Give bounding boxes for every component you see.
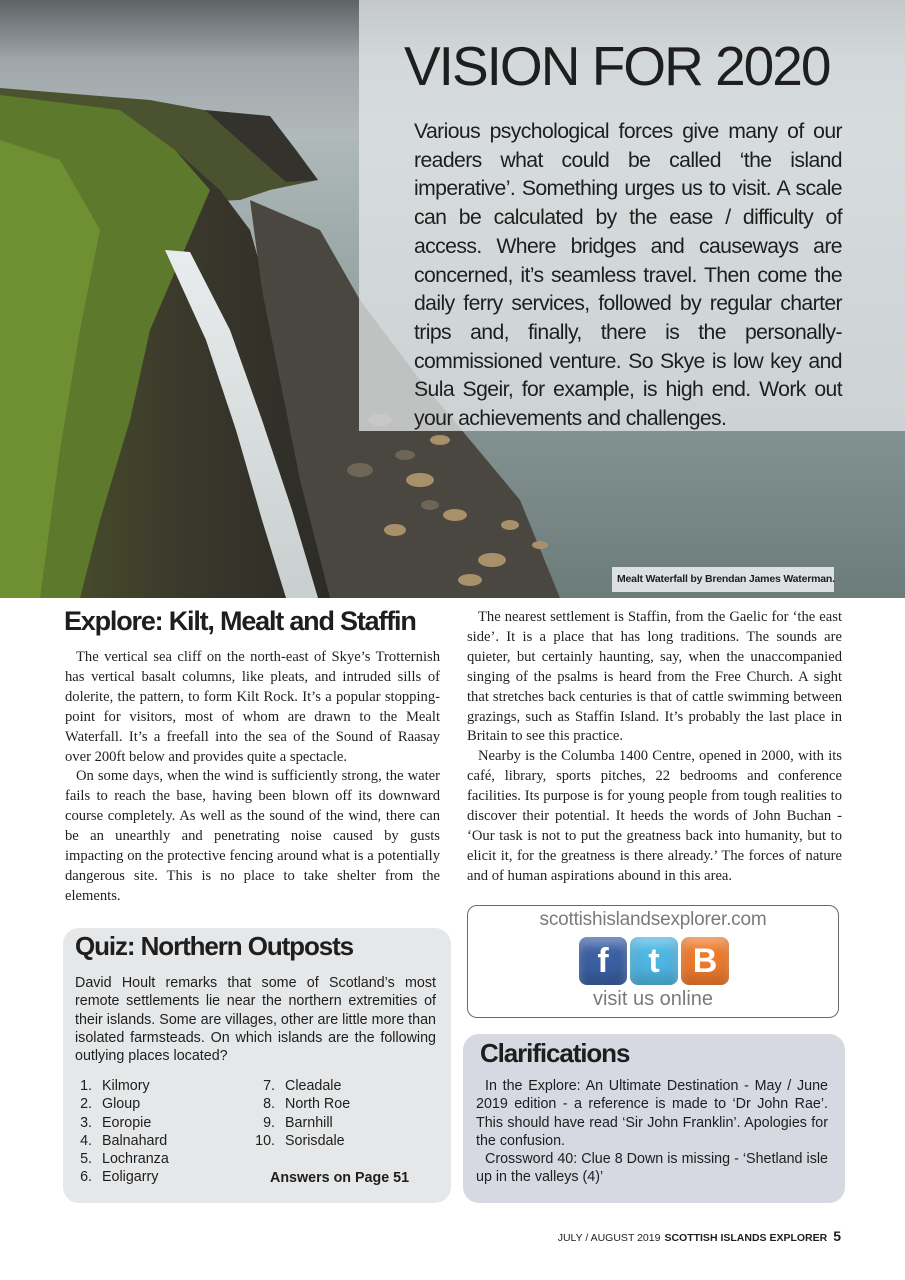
page-footer	[558, 1228, 841, 1244]
quiz-intro: David Hoult remarks that some of Scotland’s most remote settlements lie near the northern extremities of their islands. Some are villages, other are little more than isolated farmsteads. On which islands are the following outlying places located?	[75, 975, 436, 1065]
list-item: 4. Balnahard	[80, 1132, 168, 1149]
intro-paragraph: Various psychological forces give many of our readers what could be called ‘the island imperative’. Something urges us to visit. A scale can be calculated by the ease / difficulty of access. Where bridges and causeways are concerned, it’s seamless travel. Then come the daily ferry services, followed by regular charter trips and, finally, there is the personally-commissioned venture. So Skye is low key and Sula Sgeir, for example, is high end. Work out your achievements and challenges.	[414, 120, 842, 431]
quiz-answers-note: Answers on Page 51	[270, 1170, 410, 1186]
article-paragraph: Nearby is the Columba 1400 Centre, opened in 2000, with its café, library, sports pitches, 22 bedrooms and conference facilities. Its purpose is for young people from tough realities to discover their potential. It heeds the words of John Buchan - ‘Our task is not to put the greatness back into humanity, but to elicit it, for the greatness is there already.’ The forces of nature and of human aspirations abound in this area.	[467, 748, 842, 884]
list-item: 1. Kilmory	[80, 1078, 150, 1094]
twitter-icon[interactable]: t	[630, 937, 678, 985]
list-item: 9. Barnhill	[263, 1114, 333, 1131]
clarification-paragraph: Crossword 40: Clue 8 Down is missing - ‘Shetland isle up in the valleys (4)’	[476, 1151, 828, 1186]
website-url[interactable]: scottishislandsexplorer.com	[539, 909, 767, 930]
list-item: 3. Eoropie	[80, 1114, 152, 1131]
article-paragraph: On some days, when the wind is sufficiently strong, the water fails to reach the base, having been blown off its downward course completely. As well as the sound of the wind, there can be an unearthly and penetrating noise caused by gusts impacting on the protective fencing around what is a potentially dangerous site. This is no place to take shelter from the elements.	[65, 768, 440, 904]
quiz-list-right	[248, 1077, 350, 1150]
article-paragraph: The nearest settlement is Staffin, from the Gaelic for ‘the east side’. It is a place that has long traditions. The sounds are quieter, but certainly haunting, say, when the unaccompanied singing of the psalms is heard from the Free Church. A sight that stretches back centuries is that of cattle swimming between grazings, such as Staffin Island. It’s probably the last place in Britain to see this practice.	[467, 609, 842, 745]
page-number: 5	[833, 1228, 841, 1244]
visit-online-label: visit us online	[592, 988, 714, 1010]
photo-credit: Mealt Waterfall by Brendan James Waterman.	[612, 567, 834, 592]
list-item: 7. Cleadale	[263, 1078, 342, 1094]
clarifications-title: Clarifications	[480, 1038, 630, 1068]
hero-photo	[0, 0, 905, 598]
quiz-list-left	[65, 1077, 169, 1187]
quiz-title: Quiz: Northern Outposts	[75, 931, 354, 961]
clarifications-box	[463, 1034, 845, 1203]
facebook-icon[interactable]: f	[579, 937, 627, 985]
list-item: 6. Eoligarry	[80, 1169, 159, 1186]
clarifications-body	[476, 1077, 828, 1187]
article-column-right	[467, 608, 842, 887]
list-item: 8. North Roe	[263, 1096, 351, 1113]
list-item: 10. Sorisdale	[255, 1132, 345, 1149]
page-title: VISION FOR 2020	[404, 35, 830, 97]
list-item: 5. Lochranza	[80, 1151, 169, 1168]
issue-date: JULY / AUGUST 2019	[557, 1232, 661, 1244]
magazine-name: SCOTTISH ISLANDS EXPLORER	[664, 1232, 828, 1244]
clarification-paragraph: In the Explore: An Ultimate Destination - May / June 2019 edition - a reference is made to ‘Dr John Rae’. This should have read ‘Sir John Franklin’. Apologies for the confusion.	[476, 1078, 828, 1149]
blogger-icon[interactable]: B	[681, 937, 729, 985]
article-paragraph: The vertical sea cliff on the north-east of Skye’s Trotternish has vertical basalt columns, like pleats, and intruded sills of dolerite, the pattern, to form Kilt Rock. It’s a popular stopping-point for visitors, most of whom are drawn to the Mealt Waterfall. It’s a freefall into the sea of the Sound of Raasay over 200ft below and provides quite a spectacle.	[65, 649, 440, 765]
website-promo-box[interactable]	[467, 905, 839, 1018]
quiz-box	[63, 928, 451, 1203]
article-heading: Explore: Kilt, Mealt and Staffin	[64, 606, 416, 636]
article-column-left	[65, 648, 440, 907]
list-item: 2. Gloup	[80, 1096, 141, 1113]
